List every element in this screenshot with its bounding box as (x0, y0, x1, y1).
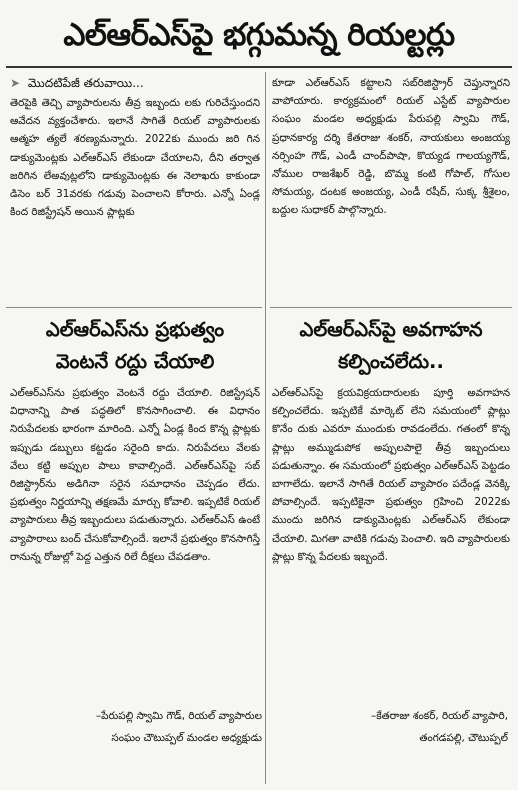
headline: ఎల్‌ఆర్‌ఎస్‌పై భగ్గుమన్న రియల్టర్లు (63, 17, 455, 53)
kicker-arrow-icon: ➤ (10, 76, 21, 90)
left-section-divider (6, 307, 262, 308)
left-article-signature-line1: –పేరుపల్లి స్వామి గౌడ్, రియల్ వ్యాపారుల (95, 710, 262, 722)
right-article-paragraph: ఎల్‌ఆర్‌ఎస్‌పై క్రయవిక్రయదారులకు పూర్తి అవగాహన కల్పించలేదు. ఇప్పటికే మార్కెట్ లేని సమయంలో ప్లాట్లు కొనేం దుకు ఎవరూ ముందుకు రావడంలేదు. గతంలో కొన్న ప్లాట్లు అమ్ముడుపోక అప్పులపాలై తీవ్ర ఇబ్బందులు పడుతున్నాం. ఈ సమయంలో ప్రభుత్వం ఎల్‌ఆర్‌ఎస్ పెట్టడం బాగాలేదు. ఇలానే సాగితే రియల్ వ్యాపారం పదేండ్ల వెనక్కి పోవాల్సిందే. ఇప్పటికైనా ప్రభుత్వం గ్రహించి 2022కు ముందు జరిగిన డాక్యుమెంట్లకు ఎల్‌ఆర్‌ఎస్ లేకుండా చేయాలి. మిగతా వాటికి గడువు పెంచాలి. ఇది వ్యాపారులకు ప్లాట్లు కొన్న పేదలకు ఇబ్బందే. (272, 387, 510, 563)
kicker (10, 74, 260, 92)
right-article-signature-line1: –కేతరాజు శంకర్, రియల్ వ్యాపారి, (371, 710, 508, 722)
left-article-title-line1: ఎల్‌ఆర్‌ఎస్‌ను ప్రభుత్వం (45, 318, 225, 341)
kicker-text: మొదటిపేజీ తరువాయి... (27, 76, 144, 90)
left-article-body (10, 384, 260, 700)
right-article-title (272, 314, 510, 380)
left-article-paragraph: ఎల్‌ఆర్‌ఎస్‌ను ప్రభుత్వం వెంటనే రద్దు చేయాలి. రిజిస్ట్రేషన్ విధానాన్ని పాత పద్ధతిలో కొనసాగించాలి. ఈ విధానం నిరుపేదలకు భారంగా మారింది. ఎన్నో ఏండ్ల కింద కొన్న ప్లాట్లకు ఇప్పుడు డబ్బులు కట్టడం సరైంది కాదు. నిరుపేదలు వేలకు వేలు కట్టి అప్పుల పాలు కావాల్సిందే. ఎల్‌ఆర్‌ఎస్‌పై సబ్ రిజిస్ట్రార్‌ను అడిగినా సరైన సమాధానం చెప్పడం లేదు. ప్రభుత్వం నిర్ణయాన్ని తక్షణమే మార్చు కోవాలి. ఇప్పటికే రియల్ వ్యాపారులు తీవ్ర ఇబ్బందులు పడుతున్నారు. ఎల్‌ఆర్‌ఎస్ ఉంటే వ్యాపారాలు బంద్ చేసుకోవాల్సిందే. ఇలానే ప్రభుత్వం కొనసాగిస్తే రానున్న రోజుల్లో పెద్ద ఎత్తున రిలే దీక్షలు చేపడతాం. (10, 387, 260, 563)
left-article-title-line2: వెంటనే రద్దు చేయాలి (55, 350, 215, 373)
left-article-title (10, 314, 260, 380)
right-article-signature-line2: తంగడపల్లి, చౌటుప్పల్ (419, 732, 508, 744)
left-article-signature-line2: సంఘం చౌటుప్పల్ మండల అధ్యక్షుడు (111, 732, 262, 744)
column-divider (265, 72, 266, 784)
right-article-title-line1: ఎల్‌ఆర్‌ఎస్‌పై అవగాహన (299, 318, 483, 341)
right-top-paragraph: కూడా ఎల్‌ఆర్‌ఎస్ కట్టాలని సబ్‌రిజిస్ట్రార్ చెప్తున్నారని వాపోయారు. కార్యక్రమంలో రియల్ ఎస్టేట్ వ్యాపారుల సంఘం మండల అధ్యక్షుడు పేరుపల్లి స్వామి గౌడ్, ప్రధానకార్య దర్శి కేతరాజు శంకర్, నాయకులు అంజయ్య నర్సింహ గౌడ్, ఎండీ చాంద్‌పాషా, కొయ్యడ గాలయ్యగౌడ్, నోముల రాజశేఖర్ రెడ్డి, బొమ్మ కంటి గోపాల్, గోసుల సోమయ్య, దంటక అంజయ్య, ఎండీ రషీద్, సుక్క శ్రీశైలం, బద్దుల సుధాకర్ పాల్గొన్నారు. (272, 77, 510, 217)
left-top-paragraph: తెరపైకి తెచ్చి వ్యాపారులను తీవ్ర ఇబ్బందు లకు గురిచేస్తుందని ఆవేదన వ్యక్తంచేశారు. ఇలానే సాగితే రియల్ వ్యాపారులకు ఆత్మహ త్యలే శరణ్యమన్నారు. 2022కు ముందు జరి గిన డాక్యుమెంట్లకు ఎల్‌ఆర్‌ఎస్ లేకుండా చేయాలని, దీని తర్వాత జరిగిన లేఅవుట్లలోని డాక్యుమెంట్లకు ఈ నెలాఖరు కాకుండా డిసెం బర్ 31వరకు గడువు పెంచాలని కోరారు. ఎన్నో ఏండ్ల కింద రిజిస్ట్రేషన్ అయిన ప్లాట్లకు (10, 97, 260, 219)
left-top-body (10, 94, 260, 302)
right-article-body (272, 384, 510, 700)
right-section-divider (270, 307, 512, 308)
right-top-body (272, 74, 510, 300)
headline-rule (6, 66, 512, 68)
right-article-title-line2: కల్పించలేదు.. (338, 350, 444, 373)
